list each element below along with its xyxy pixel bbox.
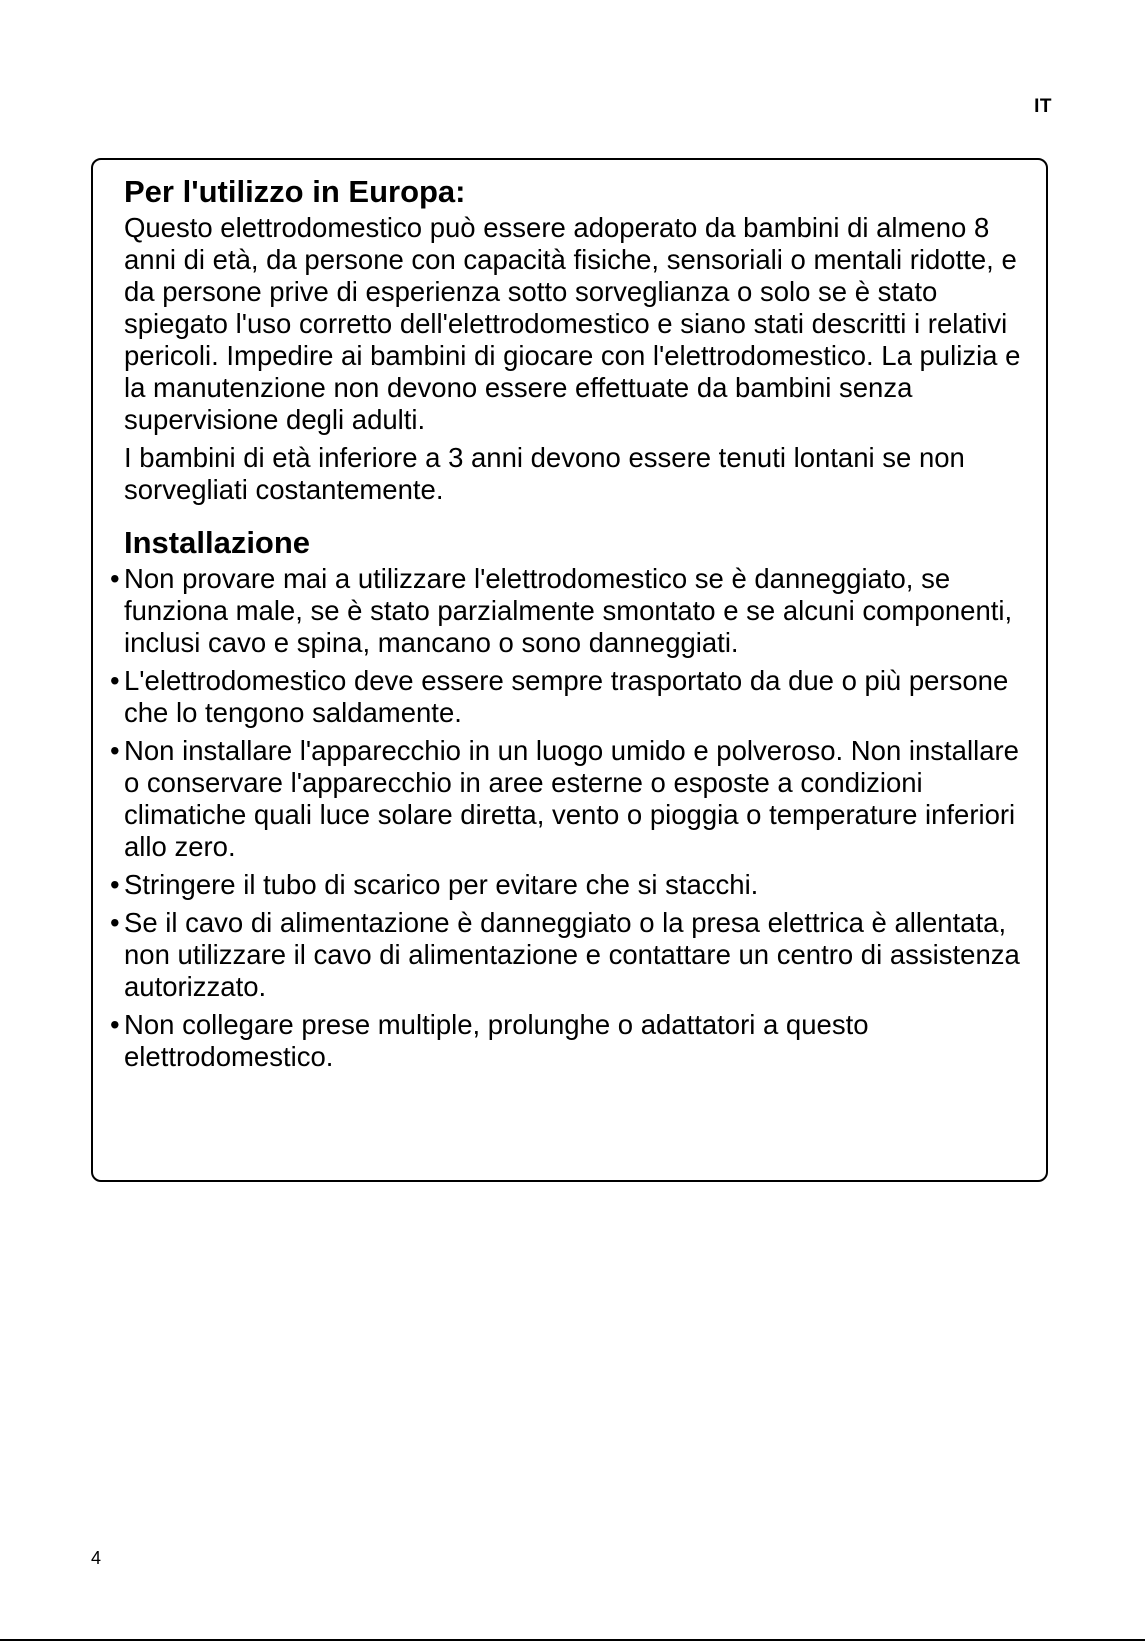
installation-list xyxy=(110,563,1034,1073)
bullet-icon: • xyxy=(110,735,120,766)
bullet-icon: • xyxy=(110,563,120,594)
list-item xyxy=(110,735,1034,863)
list-item-text: Se il cavo di alimentazione è danneggiato o la presa elettrica è allentata, non utilizzare il cavo di alimentazione e contattare un centro di assistenza autorizzato. xyxy=(124,907,1020,1002)
installation-heading: Installazione xyxy=(124,525,311,560)
europe-heading: Per l'utilizzo in Europa: xyxy=(124,174,466,209)
list-item xyxy=(110,563,1034,659)
list-item xyxy=(110,1009,1034,1073)
bullet-icon: • xyxy=(110,907,120,938)
list-item-text: Stringere il tubo di scarico per evitare che si stacchi. xyxy=(124,869,759,900)
bullet-icon: • xyxy=(110,1009,120,1040)
list-item-text: L'elettrodomestico deve essere sempre trasportato da due o più persone che lo tengono saldamente. xyxy=(124,665,1009,728)
europe-paragraph-1: Questo elettrodomestico può essere adoperato da bambini di almeno 8 anni di età, da persone con capacità fisiche, sensoriali o mentali ridotte, e da persone prive di esperienza sotto sorveglianza o solo se è stato spiegato l'uso corretto dell'elettrodomestico e siano stati descritti i relativi pericoli. Impedire ai bambini di giocare con l'elettrodomestico. La pulizia e la manutenzione non devono essere effettuate da bambini senza supervisione degli adulti. xyxy=(124,212,1021,435)
list-item-text: Non collegare prese multiple, prolunghe o adattatori a questo elettrodomestico. xyxy=(124,1009,869,1072)
list-item xyxy=(110,869,1034,901)
language-tag: IT xyxy=(1034,96,1052,117)
safety-notice-content xyxy=(110,172,1034,1079)
list-item-text: Non provare mai a utilizzare l'elettrodomestico se è danneggiato, se funziona male, se è stato parzialmente smontato e se alcuni componenti, inclusi cavo e spina, mancano o sono danneggiati. xyxy=(124,563,1013,658)
bullet-icon: • xyxy=(110,869,120,900)
europe-paragraph-2: I bambini di età inferiore a 3 anni devono essere tenuti lontani se non sorvegliati costantemente. xyxy=(124,442,965,505)
list-item xyxy=(110,665,1034,729)
list-item xyxy=(110,907,1034,1003)
list-item-text: Non installare l'apparecchio in un luogo umido e polveroso. Non installare o conservare l'apparecchio in aree esterne o esposte a condizioni climatiche quali luce solare diretta, vento o pioggia o temperature inferiori allo zero. xyxy=(124,735,1019,862)
page-number: 4 xyxy=(91,1548,102,1568)
bullet-icon: • xyxy=(110,665,120,696)
